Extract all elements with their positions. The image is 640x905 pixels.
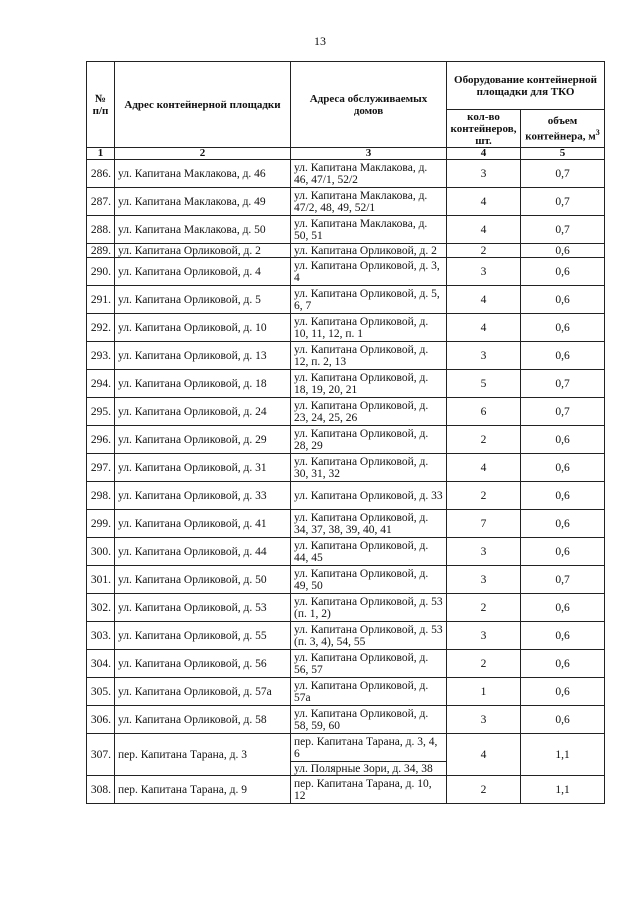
container-volume: 0,6 bbox=[521, 342, 605, 370]
container-volume: 0,6 bbox=[521, 594, 605, 622]
row-number: 293. bbox=[87, 342, 115, 370]
container-volume: 0,7 bbox=[521, 370, 605, 398]
container-count: 3 bbox=[447, 566, 521, 594]
row-number: 303. bbox=[87, 622, 115, 650]
site-address: ул. Капитана Орликовой, д. 55 bbox=[115, 622, 291, 650]
container-sites-table bbox=[86, 61, 605, 804]
site-address: ул. Капитана Орликовой, д. 4 bbox=[115, 258, 291, 286]
served-houses: ул. Капитана Орликовой, д. 53 (п. 1, 2) bbox=[291, 594, 447, 622]
container-count: 4 bbox=[447, 734, 521, 776]
container-count: 4 bbox=[447, 314, 521, 342]
container-volume: 0,7 bbox=[521, 398, 605, 426]
container-count: 2 bbox=[447, 482, 521, 510]
table-row bbox=[87, 258, 605, 286]
served-houses: ул. Капитана Орликовой, д. 56, 57 bbox=[291, 650, 447, 678]
container-volume: 0,7 bbox=[521, 188, 605, 216]
row-number: 286. bbox=[87, 160, 115, 188]
container-count: 3 bbox=[447, 258, 521, 286]
container-count: 2 bbox=[447, 244, 521, 258]
site-address: ул. Капитана Орликовой, д. 5 bbox=[115, 286, 291, 314]
row-number: 301. bbox=[87, 566, 115, 594]
table-row bbox=[87, 286, 605, 314]
table-row bbox=[87, 370, 605, 398]
container-volume: 1,1 bbox=[521, 734, 605, 776]
header-served-houses: Адреса обслуживаемых домов bbox=[291, 62, 447, 148]
container-volume: 0,6 bbox=[521, 244, 605, 258]
header-count: кол-во контейнеров, шт. bbox=[447, 110, 521, 148]
table-row bbox=[87, 622, 605, 650]
served-houses: пер. Капитана Тарана, д. 3, 4, 6 bbox=[291, 734, 447, 762]
row-number: 289. bbox=[87, 244, 115, 258]
container-count: 3 bbox=[447, 538, 521, 566]
served-houses: пер. Капитана Тарана, д. 10, 12 bbox=[291, 776, 447, 804]
container-volume: 0,6 bbox=[521, 286, 605, 314]
site-address: ул. Капитана Орликовой, д. 18 bbox=[115, 370, 291, 398]
row-number: 307. bbox=[87, 734, 115, 776]
container-volume: 0,6 bbox=[521, 678, 605, 706]
table-row bbox=[87, 594, 605, 622]
container-volume: 0,7 bbox=[521, 566, 605, 594]
row-number: 295. bbox=[87, 398, 115, 426]
served-houses: ул. Капитана Орликовой, д. 33 bbox=[291, 482, 447, 510]
header-container-site: Адрес контейнерной площадки bbox=[115, 62, 291, 148]
site-address: ул. Капитана Маклакова, д. 46 bbox=[115, 160, 291, 188]
table-row bbox=[87, 188, 605, 216]
row-number: 304. bbox=[87, 650, 115, 678]
row-number: 300. bbox=[87, 538, 115, 566]
container-volume: 0,6 bbox=[521, 622, 605, 650]
table-row bbox=[87, 216, 605, 244]
container-count: 2 bbox=[447, 594, 521, 622]
container-volume: 0,6 bbox=[521, 650, 605, 678]
index-cell: 5 bbox=[521, 148, 605, 160]
container-volume: 0,6 bbox=[521, 510, 605, 538]
container-count: 1 bbox=[447, 678, 521, 706]
page-number: 13 bbox=[314, 34, 326, 48]
site-address: ул. Капитана Орликовой, д. 50 bbox=[115, 566, 291, 594]
row-number: 287. bbox=[87, 188, 115, 216]
served-houses: ул. Капитана Орликовой, д. 3, 4 bbox=[291, 258, 447, 286]
container-volume: 0,6 bbox=[521, 482, 605, 510]
index-cell: 1 bbox=[87, 148, 115, 160]
container-count: 7 bbox=[447, 510, 521, 538]
container-count: 2 bbox=[447, 776, 521, 804]
served-houses: ул. Капитана Орликовой, д. 30, 31, 32 bbox=[291, 454, 447, 482]
container-count: 4 bbox=[447, 188, 521, 216]
container-count: 6 bbox=[447, 398, 521, 426]
served-houses: ул. Капитана Орликовой, д. 57а bbox=[291, 678, 447, 706]
site-address: ул. Капитана Орликовой, д. 44 bbox=[115, 538, 291, 566]
table-row bbox=[87, 566, 605, 594]
container-volume: 0,7 bbox=[521, 216, 605, 244]
container-count: 3 bbox=[447, 622, 521, 650]
container-volume: 0,6 bbox=[521, 258, 605, 286]
container-volume: 1,1 bbox=[521, 776, 605, 804]
served-houses: ул. Капитана Орликовой, д. 58, 59, 60 bbox=[291, 706, 447, 734]
row-number: 296. bbox=[87, 426, 115, 454]
table-row bbox=[87, 510, 605, 538]
served-houses: ул. Капитана Орликовой, д. 18, 19, 20, 21 bbox=[291, 370, 447, 398]
row-number: 288. bbox=[87, 216, 115, 244]
row-number: 290. bbox=[87, 258, 115, 286]
site-address: ул. Капитана Орликовой, д. 41 bbox=[115, 510, 291, 538]
column-index-row bbox=[87, 148, 605, 160]
header-volume: объем контейнера, $м^3$ bbox=[521, 110, 605, 148]
served-houses: ул. Капитана Орликовой, д. 5, 6, 7 bbox=[291, 286, 447, 314]
container-volume: 0,6 bbox=[521, 538, 605, 566]
table-row bbox=[87, 398, 605, 426]
row-number: 294. bbox=[87, 370, 115, 398]
site-address: ул. Капитана Орликовой, д. 33 bbox=[115, 482, 291, 510]
table-row bbox=[87, 678, 605, 706]
site-address: пер. Капитана Тарана, д. 9 bbox=[115, 776, 291, 804]
site-address: ул. Капитана Орликовой, д. 10 bbox=[115, 314, 291, 342]
row-number: 306. bbox=[87, 706, 115, 734]
served-houses: ул. Капитана Орликовой, д. 34, 37, 38, 39, 40, 41 bbox=[291, 510, 447, 538]
site-address: ул. Капитана Орликовой, д. 31 bbox=[115, 454, 291, 482]
row-number: 299. bbox=[87, 510, 115, 538]
container-count: 3 bbox=[447, 160, 521, 188]
served-houses: ул. Капитана Маклакова, д. 47/2, 48, 49, 52/1 bbox=[291, 188, 447, 216]
table-row bbox=[87, 426, 605, 454]
container-count: 4 bbox=[447, 216, 521, 244]
container-count: 3 bbox=[447, 342, 521, 370]
served-houses-extra: ул. Полярные Зори, д. 34, 38 bbox=[291, 762, 447, 776]
header-equipment: Оборудование контейнерной площадки для ТКО bbox=[447, 62, 605, 110]
index-cell: 3 bbox=[291, 148, 447, 160]
container-count: 3 bbox=[447, 706, 521, 734]
row-number: 305. bbox=[87, 678, 115, 706]
row-number: 292. bbox=[87, 314, 115, 342]
container-count: 5 bbox=[447, 370, 521, 398]
index-cell: 2 bbox=[115, 148, 291, 160]
row-number: 308. bbox=[87, 776, 115, 804]
served-houses: ул. Капитана Орликовой, д. 44, 45 bbox=[291, 538, 447, 566]
site-address: ул. Капитана Орликовой, д. 24 bbox=[115, 398, 291, 426]
container-volume: 0,7 bbox=[521, 160, 605, 188]
site-address: ул. Капитана Орликовой, д. 29 bbox=[115, 426, 291, 454]
served-houses: ул. Капитана Орликовой, д. 2 bbox=[291, 244, 447, 258]
served-houses: ул. Капитана Орликовой, д. 12, п. 2, 13 bbox=[291, 342, 447, 370]
site-address: ул. Капитана Орликовой, д. 13 bbox=[115, 342, 291, 370]
container-count: 4 bbox=[447, 286, 521, 314]
table-row bbox=[87, 454, 605, 482]
container-volume: 0,6 bbox=[521, 426, 605, 454]
row-number: 298. bbox=[87, 482, 115, 510]
header-num: № п/п bbox=[87, 62, 115, 148]
served-houses: ул. Капитана Маклакова, д. 50, 51 bbox=[291, 216, 447, 244]
table-row bbox=[87, 776, 605, 804]
site-address: ул. Капитана Маклакова, д. 49 bbox=[115, 188, 291, 216]
table-row bbox=[87, 342, 605, 370]
site-address: ул. Капитана Орликовой, д. 53 bbox=[115, 594, 291, 622]
table-row bbox=[87, 734, 605, 762]
site-address: ул. Капитана Орликовой, д. 58 bbox=[115, 706, 291, 734]
site-address: ул. Капитана Орликовой, д. 2 bbox=[115, 244, 291, 258]
served-houses: ул. Капитана Орликовой, д. 23, 24, 25, 26 bbox=[291, 398, 447, 426]
index-cell: 4 bbox=[447, 148, 521, 160]
container-count: 2 bbox=[447, 650, 521, 678]
site-address: ул. Капитана Маклакова, д. 50 bbox=[115, 216, 291, 244]
table-row bbox=[87, 650, 605, 678]
served-houses: ул. Капитана Маклакова, д. 46, 47/1, 52/2 bbox=[291, 160, 447, 188]
container-volume: 0,6 bbox=[521, 706, 605, 734]
table-row bbox=[87, 706, 605, 734]
container-volume: 0,6 bbox=[521, 314, 605, 342]
site-address: ул. Капитана Орликовой, д. 57а bbox=[115, 678, 291, 706]
row-number: 302. bbox=[87, 594, 115, 622]
container-count: 4 bbox=[447, 454, 521, 482]
site-address: пер. Капитана Тарана, д. 3 bbox=[115, 734, 291, 776]
served-houses: ул. Капитана Орликовой, д. 28, 29 bbox=[291, 426, 447, 454]
row-number: 291. bbox=[87, 286, 115, 314]
table-row bbox=[87, 160, 605, 188]
served-houses: ул. Капитана Орликовой, д. 49, 50 bbox=[291, 566, 447, 594]
table-row bbox=[87, 482, 605, 510]
table-row bbox=[87, 244, 605, 258]
table-row bbox=[87, 314, 605, 342]
container-count: 2 bbox=[447, 426, 521, 454]
served-houses: ул. Капитана Орликовой, д. 10, 11, 12, п. 1 bbox=[291, 314, 447, 342]
container-volume: 0,6 bbox=[521, 454, 605, 482]
row-number: 297. bbox=[87, 454, 115, 482]
table-row bbox=[87, 538, 605, 566]
site-address: ул. Капитана Орликовой, д. 56 bbox=[115, 650, 291, 678]
served-houses: ул. Капитана Орликовой, д. 53 (п. 3, 4), 54, 55 bbox=[291, 622, 447, 650]
